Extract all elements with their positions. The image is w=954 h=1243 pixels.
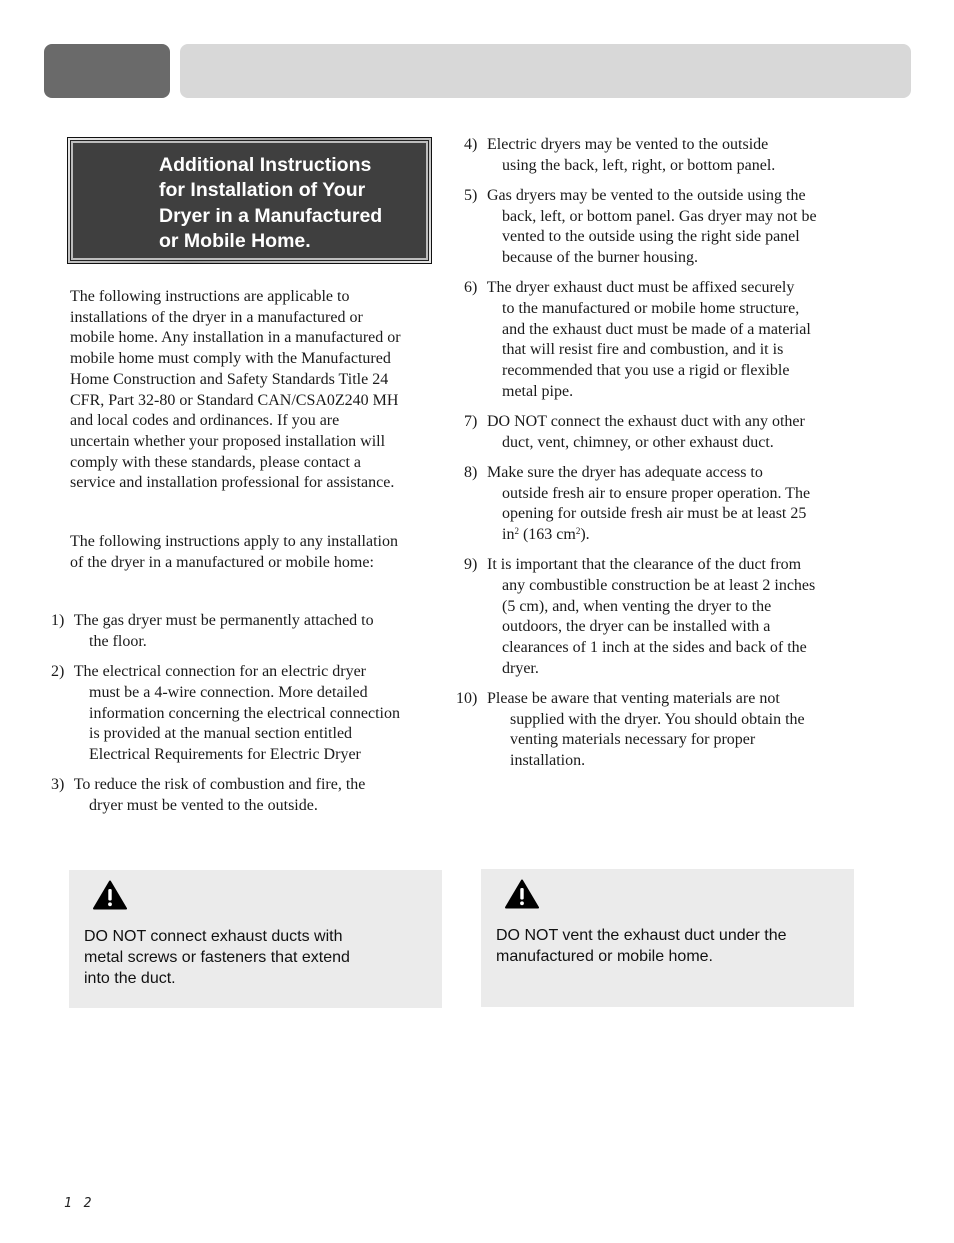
text-line: recommended that you use a rigid or flexible xyxy=(502,362,790,380)
list-item: 8) Make sure the dryer has adequate access to outside fresh air to ensure proper operation. The opening for outside fresh air must be at least 25 $in^2$ (163 $cm^2$). xyxy=(464,463,811,543)
text-line: to the manufactured or mobile home structure, xyxy=(502,299,800,317)
list-item: 2) The electrical connection for an electric dryer must be a 4-wire connection. More detailed information concerning the electrical connection is provided at the manual section entitled Electrical Requirements for Electric Dryer xyxy=(51,663,400,764)
text-line: venting materials necessary for proper xyxy=(510,731,756,749)
text-line: Gas dryers may be vented to the outside using the xyxy=(487,186,806,204)
text-line xyxy=(502,526,590,543)
section-title-inner xyxy=(71,141,428,260)
text-line: Electric dryers may be vented to the outside xyxy=(487,136,769,153)
text-line: comply with these standards, please contact a xyxy=(70,453,362,471)
text-line: dryer. xyxy=(502,659,539,677)
list-item: 6) The dryer exhaust duct must be affixed securely to the manufactured or mobile home structure, and the exhaust duct must be made of a material that will resist fire and combustion, and it is recommended that you use a rigid or flexible metal pipe. xyxy=(464,279,811,400)
text-line: into the duct. xyxy=(84,970,176,987)
list-item: 4) Electric dryers may be vented to the outside using the back, left, right, or bottom panel. xyxy=(464,136,776,174)
section-title-line: for Installation of Your xyxy=(159,179,366,202)
list-item: 10) Please be aware that venting materials are not supplied with the dryer. You should obtain the venting materials necessary for proper installation. xyxy=(456,689,805,769)
warning-box-fasteners xyxy=(69,870,442,1008)
text-line: information concerning the electrical connection xyxy=(89,704,400,722)
text-line: installations of the dryer in a manufactured or xyxy=(70,308,363,326)
text-line: and the exhaust duct must be made of a material xyxy=(502,320,811,338)
text-line: (5 cm), and, when venting the dryer to the xyxy=(502,597,772,615)
text-line: To reduce the risk of combustion and fire, the xyxy=(73,776,366,794)
text-line: Please be aware that venting materials are not xyxy=(487,689,780,707)
text-line: Electrical Requirements for Electric Dryer xyxy=(89,746,361,764)
warning-box-underhome xyxy=(481,869,854,1007)
header-bar-light xyxy=(180,44,911,98)
text-line: mobile home. Any installation in a manufactured or xyxy=(70,329,401,347)
text-line: duct, vent, chimney, or other exhaust duct. xyxy=(502,433,774,451)
text-line: vented to the outside using the right side panel xyxy=(502,228,800,246)
text-line: manufactured or mobile home. xyxy=(496,948,713,965)
text-line: DO NOT connect exhaust ducts with xyxy=(84,928,343,945)
list-item: 7) DO NOT connect the exhaust duct with any other duct, vent, chimney, or other exhaust duct. xyxy=(464,412,805,451)
intro-paragraph-2 xyxy=(70,532,438,573)
section-title-line: Dryer in a Manufactured xyxy=(159,204,383,227)
section-title-line: or Mobile Home. xyxy=(159,229,311,252)
list-item: 9) It is important that the clearance of the duct from any combustible construction be at least 2 inches (5 cm), and, when venting the dryer to the outdoors, the dryer can be installed with a clearances of 1 inch at the sides and back of the dryer. xyxy=(464,556,816,677)
text-line: clearances of 1 inch at the sides and back of the xyxy=(502,638,807,656)
text-line: Home Construction and Safety Standards Title 24 xyxy=(70,370,389,388)
left-column xyxy=(51,287,438,826)
section-title-line: Additional Instructions xyxy=(159,154,372,176)
text-line: service and installation professional for assistance. xyxy=(70,474,395,492)
page-number: 1 2 xyxy=(64,1196,94,1211)
text-line: The electrical connection for an electric dryer xyxy=(73,663,366,681)
text-line: that will resist fire and combustion, and it is xyxy=(502,341,784,359)
text-line: back, left, or bottom panel. Gas dryer may not be xyxy=(502,207,817,225)
text-line: of the dryer in a manufactured or mobile home: xyxy=(70,553,374,571)
text-line: DO NOT connect the exhaust duct with any other xyxy=(487,412,805,430)
text-line: and local codes and ordinances. If you are xyxy=(70,412,340,430)
warning-triangle-icon xyxy=(93,880,127,910)
intro-paragraph-1 xyxy=(70,287,438,494)
list-item: 5) Gas dryers may be vented to the outside using the back, left, or bottom panel. Gas dryer may not be vented to the outside using the right side panel because of the burner housing. xyxy=(464,186,817,267)
text-line: metal screws or fasteners that extend xyxy=(84,949,350,966)
text-line: It is important that the clearance of the duct from xyxy=(487,556,802,574)
text-line: is provided at the manual section entitled xyxy=(89,725,353,743)
superscript: 2 xyxy=(575,525,581,536)
superscript: 2 xyxy=(514,525,519,536)
text-line: DO NOT vent the exhaust duct under the xyxy=(496,927,787,944)
text-line: mobile home must comply with the Manufactured xyxy=(70,350,391,368)
text-line: uncertain whether your proposed installation will xyxy=(70,432,386,450)
right-column xyxy=(456,135,858,781)
text-line: dryer must be vented to the outside. xyxy=(89,797,318,815)
text-line: supplied with the dryer. You should obtain the xyxy=(510,710,805,728)
warning-triangle-icon xyxy=(505,879,539,909)
text-line: Make sure the dryer has adequate access to xyxy=(487,463,763,481)
text-line: must be a 4-wire connection. More detailed xyxy=(89,684,368,702)
section-title-box xyxy=(67,137,432,264)
unit-text: ). xyxy=(580,525,590,543)
text-line: The following instructions are applicable to xyxy=(70,288,350,305)
warning-text xyxy=(84,926,350,989)
text-line: using the back, left, right, or bottom panel. xyxy=(502,156,776,174)
unit-text: (163 cm xyxy=(518,525,576,543)
text-line: metal pipe. xyxy=(502,382,574,400)
text-line: The following instructions apply to any installation xyxy=(70,533,398,551)
instruction-list-left xyxy=(51,611,438,816)
warning-text xyxy=(496,925,787,967)
instruction-list-right xyxy=(456,135,858,772)
text-line: any combustible construction be at least 2 inches xyxy=(502,576,816,594)
text-line: opening for outside fresh air must be at least 25 xyxy=(502,505,807,523)
text-line: outdoors, the dryer can be installed with a xyxy=(502,618,771,636)
text-line: CFR, Part 32-80 or Standard CAN/CSA0Z240 MH xyxy=(70,391,399,409)
unit-text: in xyxy=(502,525,515,543)
text-line: because of the burner housing. xyxy=(502,249,698,267)
text-line: the floor. xyxy=(89,633,147,651)
text-line: installation. xyxy=(510,751,586,769)
text-line: The gas dryer must be permanently attached to xyxy=(73,612,374,630)
list-item: 3) To reduce the risk of combustion and fire, the dryer must be vented to the outside. xyxy=(51,776,366,815)
header-tab-dark xyxy=(44,44,170,98)
text-line: The dryer exhaust duct must be affixed securely xyxy=(486,279,795,297)
text-line: outside fresh air to ensure proper operation. The xyxy=(502,484,811,502)
list-item: 1) The gas dryer must be permanently attached to the floor. xyxy=(51,612,374,651)
